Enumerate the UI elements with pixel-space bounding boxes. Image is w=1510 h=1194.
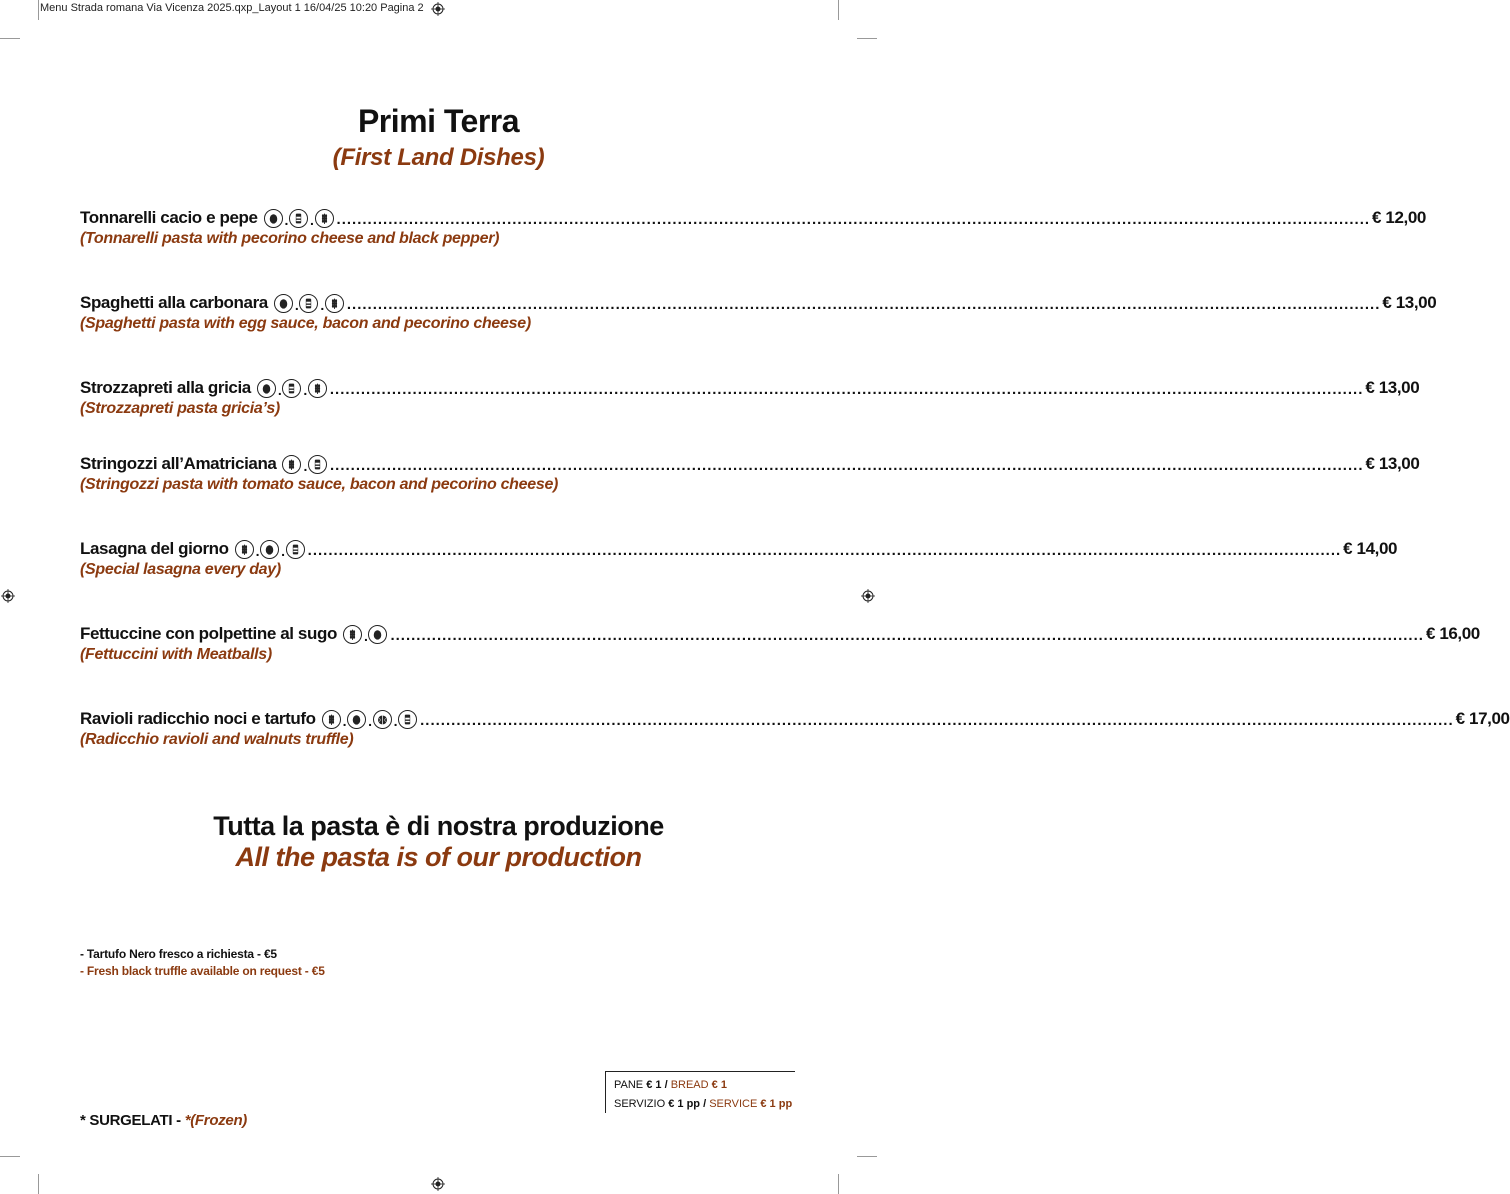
icon-separator: . (393, 713, 398, 729)
menu-item (80, 620, 1480, 664)
dot-leader: ........................................................................................................................................................................................................ (390, 627, 1424, 644)
milk-icon (308, 455, 327, 474)
allergen-icons (322, 710, 419, 729)
menu-item (80, 705, 1510, 749)
menu-item-line (80, 374, 1420, 398)
menu-item (80, 374, 1420, 418)
dot-leader: ........................................................................................................................................................................................................ (329, 381, 1364, 398)
egg-icon (347, 710, 366, 729)
dish-description: (Strozzapreti pasta gricia’s) (80, 400, 280, 417)
servizio-price: € 1 (668, 1098, 684, 1110)
nut-icon (373, 710, 392, 729)
allergen-icons (235, 540, 306, 559)
menu-item-line (80, 620, 1480, 644)
milk-icon (282, 379, 301, 398)
dish-name: Strozzapreti alla gricia (80, 378, 251, 397)
dish-name: Stringozzi all’Amatriciana (80, 454, 277, 473)
icon-separator: . (294, 297, 299, 313)
footer-line-en: All the pasta is of our production (235, 842, 642, 872)
bread-label: BREAD (670, 1079, 709, 1091)
crop-mark (857, 38, 877, 39)
dish-price: € 12,00 (1372, 208, 1426, 227)
dish-description: (Spaghetti pasta with egg sauce, bacon and pecorino cheese) (80, 315, 531, 332)
milk-icon (289, 209, 308, 228)
dish-price: € 13,00 (1365, 378, 1420, 397)
dish-price: € 16,00 (1425, 624, 1480, 643)
egg-icon (264, 209, 283, 228)
allergen-icons (274, 294, 345, 313)
charges-box (605, 1071, 795, 1113)
page-title: Primi Terra (357, 103, 520, 139)
print-header: Menu Strada romana Via Vicenza 2025.qxp_Layout 1 16/04/25 10:20 Pagina 2 (40, 2, 424, 14)
wheat-icon (315, 209, 334, 228)
page-subtitle: (First Land Dishes) (332, 144, 545, 171)
dish-description: (Tonnarelli pasta with pecorino cheese and black pepper) (80, 230, 500, 247)
menu-item-line (80, 535, 1398, 559)
icon-separator: . (284, 212, 289, 228)
allergen-icons (264, 209, 335, 228)
egg-icon (260, 540, 279, 559)
wheat-icon (343, 625, 362, 644)
wheat-icon (282, 455, 301, 474)
egg-icon (274, 294, 293, 313)
frozen-note (80, 1112, 247, 1129)
bread-charge (614, 1076, 795, 1095)
menu-item-line (80, 289, 1437, 313)
pane-label: PANE (614, 1079, 644, 1091)
dish-price: € 14,00 (1343, 539, 1398, 558)
frozen-en: *(Frozen) (184, 1112, 247, 1129)
dot-leader: ........................................................................................................................................................................................................ (329, 457, 1364, 474)
dot-leader: ........................................................................................................................................................................................................ (336, 211, 1371, 228)
service-price: € 1 (760, 1098, 776, 1110)
slash: / (703, 1098, 707, 1110)
milk-icon (398, 710, 417, 729)
slash: / (664, 1079, 668, 1091)
dish-name: Fettuccine con polpettine al sugo (80, 624, 337, 643)
egg-icon (368, 625, 387, 644)
pp-label-en: pp (778, 1098, 793, 1110)
milk-icon (299, 294, 318, 313)
dish-description: (Fettuccini with Meatballs) (80, 646, 272, 663)
dish-price: € 13,00 (1382, 293, 1437, 312)
allergen-icons (257, 379, 328, 398)
crop-mark (38, 1174, 39, 1194)
frozen-dash: - (172, 1112, 185, 1129)
wheat-icon (325, 294, 344, 313)
truffle-note-it: - Tartufo Nero fresco a richiesta - €5 (80, 947, 277, 961)
icon-separator: . (255, 543, 260, 559)
crop-mark (0, 38, 20, 39)
icon-separator: . (310, 212, 314, 228)
icon-separator: . (303, 458, 307, 474)
dish-name: Lasagna del giorno (80, 539, 229, 558)
icon-separator: . (342, 713, 347, 729)
icon-separator: . (320, 297, 324, 313)
allergen-icons (343, 625, 389, 644)
menu-item-line (80, 204, 1426, 228)
crop-mark (0, 1156, 20, 1157)
milk-icon (286, 540, 305, 559)
registration-mark-icon (861, 589, 875, 603)
icon-separator: . (303, 382, 307, 398)
menu-item-line (80, 705, 1510, 729)
frozen-label: * SURGELATI (80, 1112, 173, 1129)
pane-price: € 1 (646, 1079, 662, 1091)
servizio-label: SERVIZIO (614, 1098, 666, 1110)
menu-item (80, 535, 1398, 579)
allergen-icons (282, 455, 328, 474)
crop-mark (38, 0, 39, 20)
menu-item-line (80, 450, 1420, 474)
dish-name: Ravioli radicchio noci e tartufo (80, 709, 316, 728)
registration-mark-icon (431, 2, 445, 16)
bread-price: € 1 (711, 1079, 727, 1091)
dish-name: Tonnarelli cacio e pepe (80, 208, 258, 227)
egg-icon (257, 379, 276, 398)
pp-label: pp (686, 1098, 701, 1110)
service-label: SERVICE (709, 1098, 758, 1110)
wheat-icon (308, 379, 327, 398)
truffle-note-en: - Fresh black truffle available on request - €5 (80, 964, 325, 978)
dish-description: (Radicchio ravioli and walnuts truffle) (80, 731, 354, 748)
icon-separator: . (281, 543, 285, 559)
wheat-icon (322, 710, 341, 729)
crop-mark (857, 1156, 877, 1157)
wheat-icon (235, 540, 254, 559)
icon-separator: . (277, 382, 282, 398)
menu-item (80, 289, 1437, 333)
crop-mark (838, 1174, 839, 1194)
dish-description: (Stringozzi pasta with tomato sauce, bacon and pecorino cheese) (80, 476, 559, 493)
menu-item (80, 450, 1420, 494)
dish-price: € 17,00 (1455, 709, 1510, 728)
dish-name: Spaghetti alla carbonara (80, 293, 268, 312)
dot-leader: ........................................................................................................................................................................................................ (307, 542, 1342, 559)
registration-mark-icon (1, 589, 15, 603)
service-charge (614, 1095, 795, 1114)
crop-mark (838, 0, 839, 20)
dish-price: € 13,00 (1365, 454, 1420, 473)
registration-mark-icon (431, 1177, 445, 1191)
icon-separator: . (368, 713, 372, 729)
dish-description: (Special lasagna every day) (80, 561, 281, 578)
dot-leader: ........................................................................................................................................................................................................ (420, 712, 1454, 729)
dot-leader: ........................................................................................................................................................................................................ (346, 296, 1381, 313)
footer-line-it: Tutta la pasta è di nostra produzione (213, 811, 664, 841)
icon-separator: . (363, 628, 368, 644)
menu-item (80, 204, 1426, 248)
